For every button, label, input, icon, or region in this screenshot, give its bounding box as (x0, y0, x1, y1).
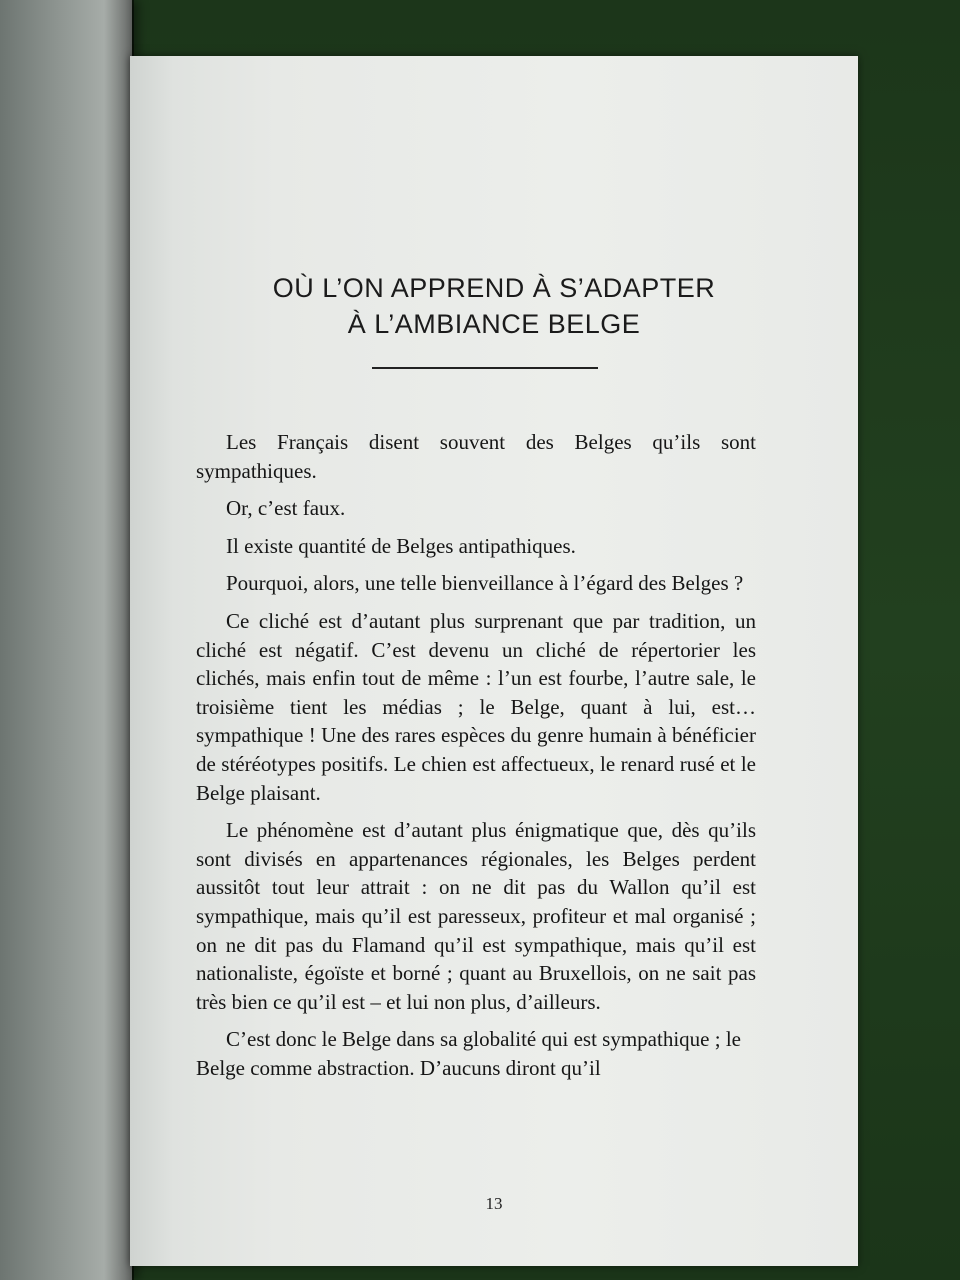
chapter-title-line-2: À L’AMBIANCE BELGE (347, 309, 641, 339)
paragraph: Le phénomène est d’autant plus énigmatique que, dès qu’ils sont divisés en appartenances régionales, les Belges perdent aussitôt tout leur attrait : on ne dit pas du Wallon qu’il est sympathique, mais qu’il est paresseux, profiteur et mal organisé ; on ne dit pas du Flamand qu’il est sympathique, mais qu’il est nationaliste, égoïste et borné ; quant au Bruxellois, on ne sait pas très bien ce qu’il est – et lui non plus, d’ailleurs. (196, 818, 756, 1014)
paragraph: Or, c’est faux. (226, 496, 346, 521)
book-page (130, 56, 858, 1266)
paragraph: C’est donc le Belge dans sa globalité qui est sympathique ; le Belge comme abstraction. D’aucuns diront qu’il (196, 1027, 741, 1080)
paragraph: Il existe quantité de Belges antipathiques. (226, 533, 576, 558)
paragraph: Les Français disent souvent des Belges qu’ils sont sympathiques. (196, 430, 756, 483)
body-text (196, 428, 756, 1091)
paragraph: Ce cliché est d’autant plus surprenant que par tradition, un cliché est négatif. C’est devenu un cliché de répertorier les clichés, mais enfin tout de même : l’un est fourbe, l’autre sale, le troisième tient les médias ; le Belge, quant à lui, est… sympathique ! Une des rares espèces du genre humain à bénéficier de stéréotypes positifs. Le chien est affectueux, le renard rusé et le Belge plaisant. (196, 608, 756, 805)
title-divider (372, 367, 598, 369)
page-number: 13 (485, 1194, 503, 1213)
paragraph: Pourquoi, alors, une telle bienveillance à l’égard des Belges ? (226, 571, 744, 596)
chapter-title-line-1: OÙ L’ON APPREND À S’ADAPTER (272, 273, 716, 303)
